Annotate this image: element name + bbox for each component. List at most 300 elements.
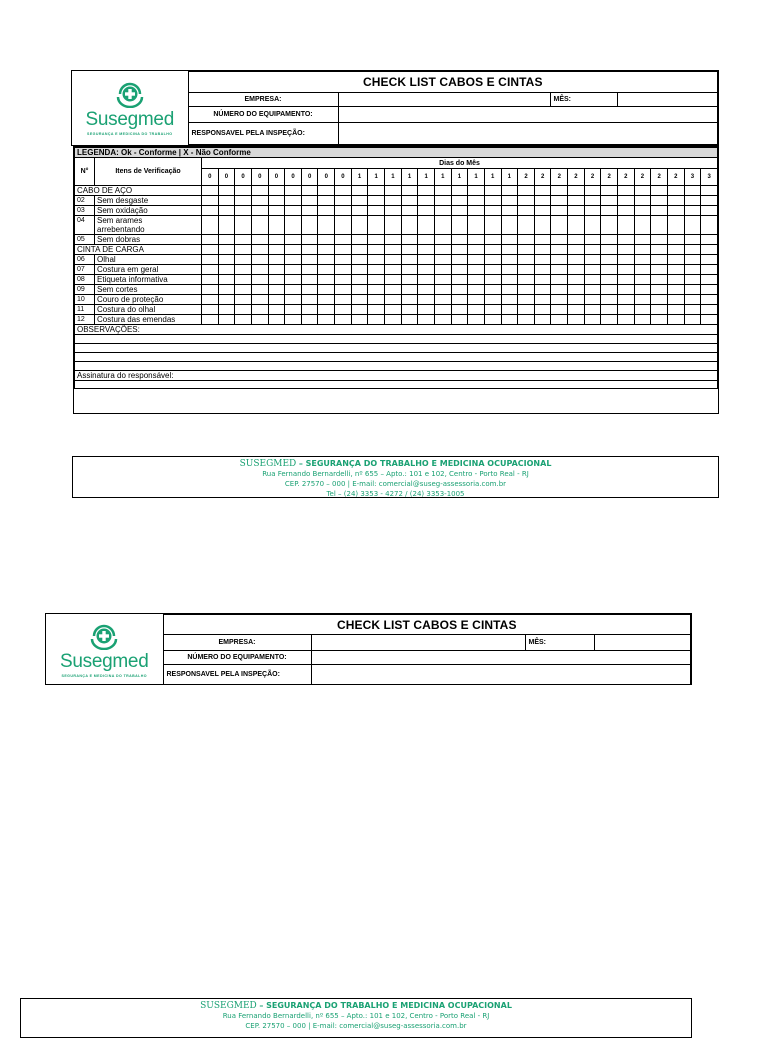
check-cell[interactable] (301, 235, 318, 245)
check-cell[interactable] (667, 285, 684, 295)
check-cell[interactable] (368, 216, 385, 235)
check-cell[interactable] (235, 315, 252, 325)
check-cell[interactable] (401, 265, 418, 275)
check-cell[interactable] (484, 235, 501, 245)
check-cell[interactable] (268, 295, 285, 305)
check-cell[interactable] (584, 305, 601, 315)
check-cell[interactable] (551, 285, 568, 295)
check-cell[interactable] (484, 216, 501, 235)
check-cell[interactable] (518, 285, 535, 295)
check-cell[interactable] (351, 216, 368, 235)
check-cell[interactable] (501, 235, 518, 245)
check-cell[interactable] (301, 216, 318, 235)
check-cell[interactable] (534, 235, 551, 245)
check-cell[interactable] (235, 206, 252, 216)
check-cell[interactable] (701, 186, 718, 196)
check-cell[interactable] (634, 235, 651, 245)
check-cell[interactable] (568, 295, 585, 305)
check-cell[interactable] (418, 186, 435, 196)
check-cell[interactable] (268, 216, 285, 235)
check-cell[interactable] (618, 245, 635, 255)
check-cell[interactable] (618, 315, 635, 325)
check-cell[interactable] (568, 216, 585, 235)
check-cell[interactable] (651, 235, 668, 245)
check-cell[interactable] (235, 245, 252, 255)
check-cell[interactable] (618, 265, 635, 275)
check-cell[interactable] (202, 265, 219, 275)
check-cell[interactable] (335, 206, 352, 216)
check-cell[interactable] (318, 275, 335, 285)
check-cell[interactable] (684, 295, 701, 305)
check-cell[interactable] (451, 275, 468, 285)
check-cell[interactable] (385, 305, 402, 315)
check-cell[interactable] (551, 216, 568, 235)
check-cell[interactable] (451, 245, 468, 255)
check-cell[interactable] (534, 275, 551, 285)
check-cell[interactable] (285, 245, 302, 255)
check-cell[interactable] (568, 275, 585, 285)
check-cell[interactable] (401, 295, 418, 305)
check-cell[interactable] (418, 295, 435, 305)
check-cell[interactable] (401, 245, 418, 255)
check-cell[interactable] (601, 305, 618, 315)
check-cell[interactable] (584, 255, 601, 265)
check-cell[interactable] (601, 315, 618, 325)
check-cell[interactable] (335, 275, 352, 285)
check-cell[interactable] (351, 196, 368, 206)
check-cell[interactable] (651, 315, 668, 325)
check-cell[interactable] (651, 216, 668, 235)
check-cell[interactable] (701, 285, 718, 295)
check-cell[interactable] (451, 235, 468, 245)
check-cell[interactable] (601, 285, 618, 295)
check-cell[interactable] (268, 305, 285, 315)
check-cell[interactable] (451, 186, 468, 196)
check-cell[interactable] (351, 245, 368, 255)
check-cell[interactable] (418, 305, 435, 315)
check-cell[interactable] (301, 265, 318, 275)
check-cell[interactable] (318, 206, 335, 216)
check-cell[interactable] (484, 196, 501, 206)
check-cell[interactable] (651, 206, 668, 216)
check-cell[interactable] (651, 285, 668, 295)
check-cell[interactable] (634, 275, 651, 285)
check-cell[interactable] (551, 206, 568, 216)
check-cell[interactable] (268, 315, 285, 325)
check-cell[interactable] (385, 275, 402, 285)
check-cell[interactable] (518, 206, 535, 216)
check-cell[interactable] (268, 186, 285, 196)
check-cell[interactable] (584, 216, 601, 235)
check-cell[interactable] (701, 275, 718, 285)
check-cell[interactable] (701, 216, 718, 235)
check-cell[interactable] (202, 216, 219, 235)
check-cell[interactable] (251, 206, 268, 216)
check-cell[interactable] (418, 315, 435, 325)
check-cell[interactable] (285, 305, 302, 315)
check-cell[interactable] (301, 285, 318, 295)
check-cell[interactable] (584, 315, 601, 325)
check-cell[interactable] (385, 245, 402, 255)
check-cell[interactable] (434, 196, 451, 206)
mes-field[interactable] (617, 93, 718, 107)
check-cell[interactable] (484, 305, 501, 315)
check-cell[interactable] (468, 255, 485, 265)
check-cell[interactable] (534, 295, 551, 305)
check-cell[interactable] (368, 285, 385, 295)
check-cell[interactable] (684, 265, 701, 275)
check-cell[interactable] (368, 186, 385, 196)
check-cell[interactable] (318, 315, 335, 325)
check-cell[interactable] (418, 235, 435, 245)
check-cell[interactable] (701, 245, 718, 255)
check-cell[interactable] (268, 206, 285, 216)
check-cell[interactable] (634, 285, 651, 295)
check-cell[interactable] (251, 245, 268, 255)
check-cell[interactable] (601, 255, 618, 265)
check-cell[interactable] (351, 295, 368, 305)
check-cell[interactable] (218, 285, 235, 295)
check-cell[interactable] (551, 295, 568, 305)
check-cell[interactable] (568, 285, 585, 295)
observacoes-line[interactable] (75, 335, 718, 344)
check-cell[interactable] (534, 216, 551, 235)
check-cell[interactable] (451, 216, 468, 235)
check-cell[interactable] (584, 285, 601, 295)
check-cell[interactable] (318, 255, 335, 265)
check-cell[interactable] (235, 235, 252, 245)
check-cell[interactable] (202, 285, 219, 295)
check-cell[interactable] (618, 285, 635, 295)
check-cell[interactable] (468, 315, 485, 325)
check-cell[interactable] (385, 216, 402, 235)
check-cell[interactable] (534, 315, 551, 325)
check-cell[interactable] (518, 295, 535, 305)
check-cell[interactable] (551, 186, 568, 196)
check-cell[interactable] (351, 275, 368, 285)
check-cell[interactable] (434, 265, 451, 275)
check-cell[interactable] (501, 295, 518, 305)
check-cell[interactable] (618, 235, 635, 245)
check-cell[interactable] (551, 255, 568, 265)
check-cell[interactable] (285, 216, 302, 235)
check-cell[interactable] (468, 275, 485, 285)
check-cell[interactable] (518, 245, 535, 255)
check-cell[interactable] (218, 275, 235, 285)
check-cell[interactable] (335, 265, 352, 275)
check-cell[interactable] (202, 196, 219, 206)
check-cell[interactable] (335, 216, 352, 235)
check-cell[interactable] (667, 265, 684, 275)
check-cell[interactable] (667, 305, 684, 315)
check-cell[interactable] (351, 305, 368, 315)
check-cell[interactable] (684, 216, 701, 235)
check-cell[interactable] (484, 206, 501, 216)
check-cell[interactable] (351, 186, 368, 196)
check-cell[interactable] (251, 305, 268, 315)
check-cell[interactable] (418, 265, 435, 275)
check-cell[interactable] (385, 295, 402, 305)
check-cell[interactable] (368, 315, 385, 325)
check-cell[interactable] (634, 315, 651, 325)
check-cell[interactable] (684, 186, 701, 196)
check-cell[interactable] (568, 265, 585, 275)
check-cell[interactable] (667, 235, 684, 245)
equipamento-field[interactable] (311, 651, 691, 665)
check-cell[interactable] (518, 196, 535, 206)
check-cell[interactable] (584, 275, 601, 285)
check-cell[interactable] (434, 235, 451, 245)
check-cell[interactable] (684, 196, 701, 206)
check-cell[interactable] (634, 186, 651, 196)
responsavel-field[interactable] (311, 665, 691, 685)
check-cell[interactable] (534, 196, 551, 206)
check-cell[interactable] (418, 206, 435, 216)
check-cell[interactable] (584, 265, 601, 275)
check-cell[interactable] (351, 255, 368, 265)
check-cell[interactable] (651, 305, 668, 315)
check-cell[interactable] (484, 186, 501, 196)
check-cell[interactable] (501, 275, 518, 285)
check-cell[interactable] (368, 235, 385, 245)
check-cell[interactable] (518, 235, 535, 245)
check-cell[interactable] (684, 305, 701, 315)
check-cell[interactable] (235, 265, 252, 275)
check-cell[interactable] (618, 295, 635, 305)
check-cell[interactable] (584, 245, 601, 255)
check-cell[interactable] (318, 235, 335, 245)
check-cell[interactable] (202, 295, 219, 305)
check-cell[interactable] (351, 265, 368, 275)
check-cell[interactable] (651, 265, 668, 275)
check-cell[interactable] (318, 196, 335, 206)
check-cell[interactable] (418, 275, 435, 285)
check-cell[interactable] (268, 265, 285, 275)
equipamento-field[interactable] (338, 107, 718, 122)
check-cell[interactable] (301, 196, 318, 206)
check-cell[interactable] (285, 235, 302, 245)
check-cell[interactable] (434, 315, 451, 325)
check-cell[interactable] (318, 245, 335, 255)
check-cell[interactable] (618, 206, 635, 216)
check-cell[interactable] (202, 255, 219, 265)
check-cell[interactable] (651, 255, 668, 265)
check-cell[interactable] (418, 196, 435, 206)
check-cell[interactable] (202, 275, 219, 285)
check-cell[interactable] (434, 206, 451, 216)
check-cell[interactable] (451, 196, 468, 206)
check-cell[interactable] (368, 305, 385, 315)
check-cell[interactable] (434, 275, 451, 285)
check-cell[interactable] (601, 295, 618, 305)
check-cell[interactable] (235, 196, 252, 206)
check-cell[interactable] (501, 206, 518, 216)
check-cell[interactable] (468, 295, 485, 305)
check-cell[interactable] (518, 305, 535, 315)
check-cell[interactable] (218, 305, 235, 315)
check-cell[interactable] (301, 305, 318, 315)
check-cell[interactable] (534, 206, 551, 216)
check-cell[interactable] (584, 196, 601, 206)
check-cell[interactable] (285, 186, 302, 196)
check-cell[interactable] (218, 235, 235, 245)
check-cell[interactable] (551, 275, 568, 285)
check-cell[interactable] (568, 206, 585, 216)
check-cell[interactable] (251, 235, 268, 245)
check-cell[interactable] (551, 265, 568, 275)
check-cell[interactable] (301, 315, 318, 325)
check-cell[interactable] (251, 285, 268, 295)
check-cell[interactable] (501, 216, 518, 235)
check-cell[interactable] (235, 305, 252, 315)
check-cell[interactable] (701, 196, 718, 206)
check-cell[interactable] (501, 315, 518, 325)
check-cell[interactable] (501, 285, 518, 295)
check-cell[interactable] (468, 235, 485, 245)
check-cell[interactable] (484, 255, 501, 265)
check-cell[interactable] (434, 255, 451, 265)
check-cell[interactable] (451, 285, 468, 295)
check-cell[interactable] (368, 196, 385, 206)
check-cell[interactable] (251, 275, 268, 285)
check-cell[interactable] (684, 235, 701, 245)
check-cell[interactable] (601, 235, 618, 245)
check-cell[interactable] (202, 245, 219, 255)
check-cell[interactable] (518, 275, 535, 285)
check-cell[interactable] (235, 295, 252, 305)
check-cell[interactable] (202, 186, 219, 196)
check-cell[interactable] (285, 315, 302, 325)
check-cell[interactable] (434, 216, 451, 235)
check-cell[interactable] (634, 305, 651, 315)
check-cell[interactable] (651, 245, 668, 255)
check-cell[interactable] (268, 285, 285, 295)
check-cell[interactable] (634, 196, 651, 206)
check-cell[interactable] (401, 196, 418, 206)
check-cell[interactable] (434, 305, 451, 315)
check-cell[interactable] (568, 245, 585, 255)
check-cell[interactable] (601, 196, 618, 206)
check-cell[interactable] (451, 305, 468, 315)
check-cell[interactable] (584, 186, 601, 196)
check-cell[interactable] (484, 315, 501, 325)
check-cell[interactable] (634, 245, 651, 255)
check-cell[interactable] (268, 235, 285, 245)
check-cell[interactable] (285, 265, 302, 275)
observacoes-line[interactable] (75, 353, 718, 362)
check-cell[interactable] (235, 186, 252, 196)
check-cell[interactable] (285, 285, 302, 295)
check-cell[interactable] (218, 186, 235, 196)
check-cell[interactable] (335, 186, 352, 196)
check-cell[interactable] (684, 315, 701, 325)
check-cell[interactable] (418, 255, 435, 265)
check-cell[interactable] (235, 216, 252, 235)
check-cell[interactable] (584, 206, 601, 216)
check-cell[interactable] (568, 186, 585, 196)
check-cell[interactable] (584, 235, 601, 245)
check-cell[interactable] (468, 285, 485, 295)
check-cell[interactable] (518, 255, 535, 265)
check-cell[interactable] (318, 305, 335, 315)
check-cell[interactable] (335, 235, 352, 245)
check-cell[interactable] (368, 255, 385, 265)
check-cell[interactable] (351, 235, 368, 245)
check-cell[interactable] (218, 265, 235, 275)
check-cell[interactable] (434, 245, 451, 255)
check-cell[interactable] (501, 196, 518, 206)
check-cell[interactable] (634, 206, 651, 216)
observacoes-line[interactable] (75, 362, 718, 371)
check-cell[interactable] (618, 196, 635, 206)
check-cell[interactable] (418, 216, 435, 235)
check-cell[interactable] (468, 206, 485, 216)
check-cell[interactable] (484, 275, 501, 285)
check-cell[interactable] (468, 305, 485, 315)
check-cell[interactable] (335, 255, 352, 265)
check-cell[interactable] (202, 315, 219, 325)
check-cell[interactable] (285, 206, 302, 216)
check-cell[interactable] (568, 305, 585, 315)
check-cell[interactable] (601, 275, 618, 285)
check-cell[interactable] (351, 206, 368, 216)
check-cell[interactable] (618, 186, 635, 196)
check-cell[interactable] (434, 285, 451, 295)
check-cell[interactable] (667, 295, 684, 305)
check-cell[interactable] (218, 295, 235, 305)
check-cell[interactable] (268, 245, 285, 255)
check-cell[interactable] (701, 315, 718, 325)
check-cell[interactable] (235, 285, 252, 295)
check-cell[interactable] (667, 206, 684, 216)
check-cell[interactable] (418, 285, 435, 295)
check-cell[interactable] (684, 206, 701, 216)
check-cell[interactable] (667, 245, 684, 255)
check-cell[interactable] (501, 245, 518, 255)
check-cell[interactable] (285, 255, 302, 265)
check-cell[interactable] (701, 255, 718, 265)
check-cell[interactable] (318, 186, 335, 196)
check-cell[interactable] (667, 196, 684, 206)
check-cell[interactable] (551, 196, 568, 206)
check-cell[interactable] (202, 305, 219, 315)
check-cell[interactable] (301, 186, 318, 196)
check-cell[interactable] (268, 196, 285, 206)
check-cell[interactable] (268, 275, 285, 285)
check-cell[interactable] (534, 186, 551, 196)
check-cell[interactable] (251, 196, 268, 206)
check-cell[interactable] (518, 216, 535, 235)
check-cell[interactable] (434, 295, 451, 305)
check-cell[interactable] (484, 265, 501, 275)
check-cell[interactable] (401, 285, 418, 295)
check-cell[interactable] (335, 305, 352, 315)
check-cell[interactable] (618, 216, 635, 235)
check-cell[interactable] (385, 285, 402, 295)
check-cell[interactable] (301, 255, 318, 265)
check-cell[interactable] (468, 196, 485, 206)
check-cell[interactable] (385, 265, 402, 275)
check-cell[interactable] (534, 305, 551, 315)
observacoes-line[interactable] (75, 344, 718, 353)
check-cell[interactable] (385, 315, 402, 325)
check-cell[interactable] (318, 265, 335, 275)
check-cell[interactable] (518, 315, 535, 325)
check-cell[interactable] (534, 255, 551, 265)
check-cell[interactable] (701, 235, 718, 245)
check-cell[interactable] (451, 265, 468, 275)
check-cell[interactable] (434, 186, 451, 196)
